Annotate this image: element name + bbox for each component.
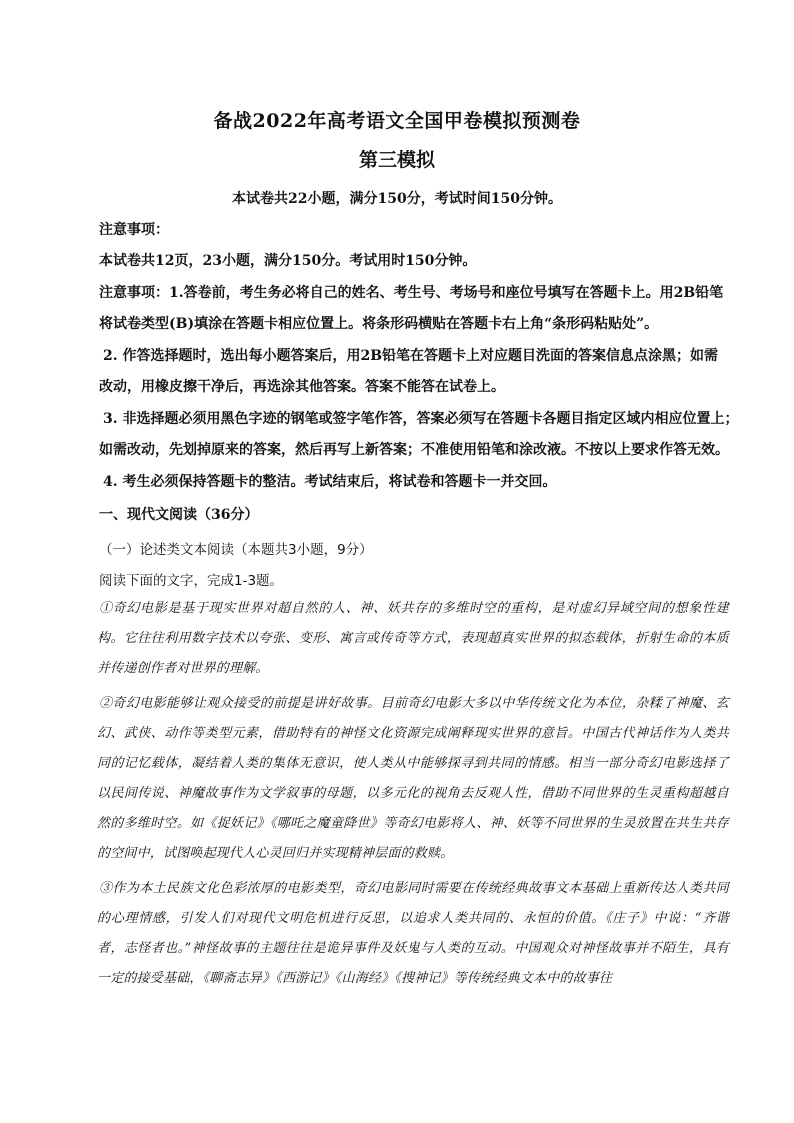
notes-intro: 本试卷共12页，23小题，满分150分。考试用时150分钟。 [99, 253, 477, 269]
passage-paragraph-3: ③作为本土民族文化色彩浓厚的电影类型，奇幻电影同时需要在传统经典故事文本基础上重新传达人类共同的心理情感，引发人们对现代文明危机进行反思，以追求人类共同的、永恒的价值。《庄子》中说：“齐谐者，志怪者也。”神怪故事的主题往往是诡异事件及妖鬼与人类的互动。中国观众对神怪故事并不陌生，具有一定的接受基础，《聊斋志异》《西游记》《山海经》《搜神记》等传统经典文本中的故事往 [97, 881, 729, 986]
page-subtitle: 第三模拟 [358, 149, 435, 171]
section-sub-heading: （一）论述类文本阅读（本题共3小题，9分） [99, 542, 373, 558]
note-item-3-line-1: 3. 非选择题必须用黑色字迹的钢笔或签字笔作答，答案必须写在答题卡各题目指定区域内相应位置上； [103, 411, 739, 427]
section-heading: 一、现代文阅读（36分） [99, 507, 259, 523]
page-title: 备战2022年高考语文全国甲卷模拟预测卷 [213, 110, 581, 132]
note-item-2-line-1: 2. 作答选择题时，选出每小题答案后，用2B铅笔在答题卡上对应题目洗面的答案信息点涂黑；如需 [103, 348, 719, 364]
exam-info: 本试卷共22小题，满分150分，考试时间150分钟。 [232, 191, 562, 207]
passage-paragraph-1: ①奇幻电影是基于现实世界对超自然的人、神、妖共存的多维时空的重构，是对虚幻异域空间的想象性建构。它往往利用数字技术以夸张、变形、寓言或传奇等方式，表现超真实世界的拟态载体，折射生命的本质并传递创作者对世界的理解。 [97, 601, 729, 676]
note-item-1-line-1: 注意事项：1.答卷前，考生务必将自己的姓名、考生号、考场号和座位号填写在答题卡上。用2B铅笔 [99, 285, 724, 301]
note-item-3-line-2: 如需改动，先划掉原来的答案，然后再写上新答案；不准使用铅笔和涂改液。不按以上要求作答无效。 [99, 442, 729, 458]
note-item-4: 4. 考生必须保持答题卡的整洁。考试结束后，将试卷和答题卡一并交回。 [103, 474, 557, 490]
notes-heading: 注意事项： [99, 222, 169, 238]
passage-paragraph-2: ②奇幻电影能够让观众接受的前提是讲好故事。目前奇幻电影大多以中华传统文化为本位，杂糅了神魔、玄幻、武侠、动作等类型元素，借助特有的神怪文化资源完成阐释现实世界的意旨。中国古代神话作为人类共同的记忆载体，凝结着人类的集体无意识，使人类从中能够探寻到共同的情感。相当一部分奇幻电影选择了以民间传说、神魔故事作为文学叙事的母题，以多元化的视角去反观人性，借助不同世界的生灵重构超越自然的多维时空。如《捉妖记》《哪吒之魔童降世》等奇幻电影将人、神、妖等不同世界的生灵放置在共生共存的空间中，试图唤起现代人心灵回归并实现精神层面的救赎。 [97, 696, 729, 861]
section-instruction: 阅读下面的文字，完成1-3题。 [99, 573, 284, 589]
note-item-2-line-2: 改动，用橡皮擦干净后，再选涂其他答案。答案不能答在试卷上。 [99, 379, 505, 395]
note-item-1-line-2: 将试卷类型(B)填涂在答题卡相应位置上。将条形码横贴在答题卡右上角“条形码粘贴处”。 [99, 316, 659, 332]
